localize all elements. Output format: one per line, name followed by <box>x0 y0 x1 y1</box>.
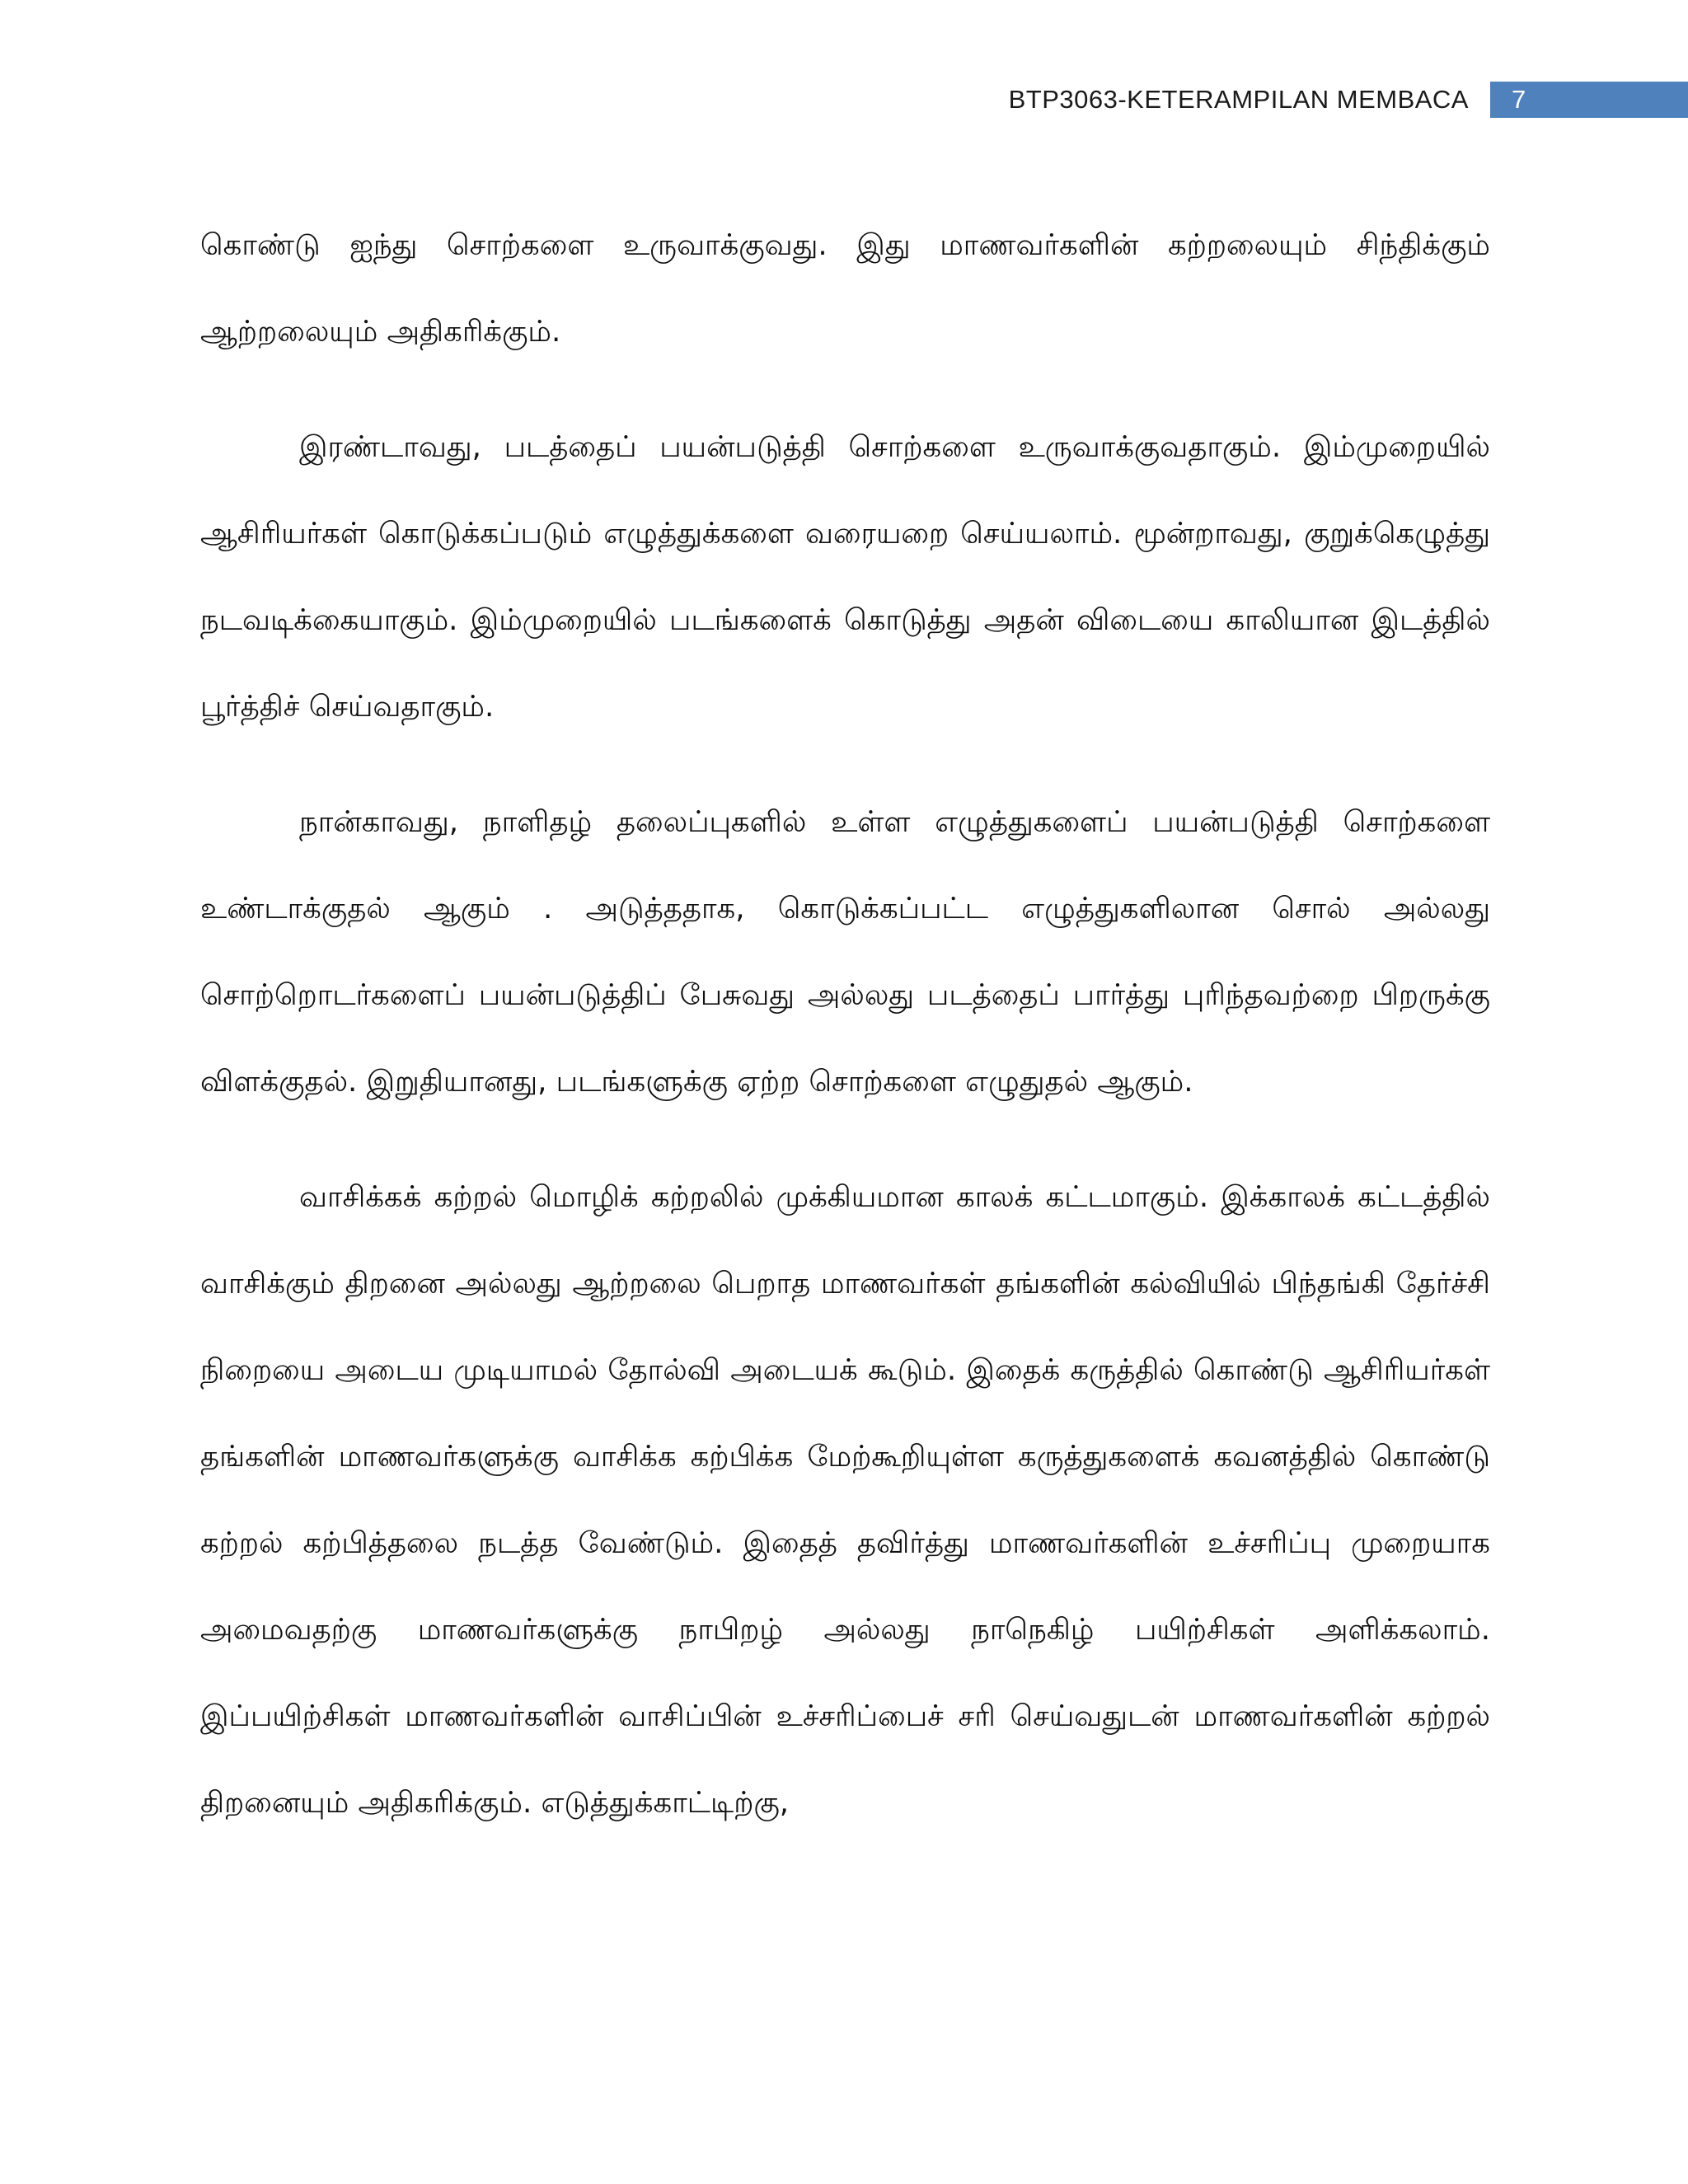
paragraph-second-method: இரண்டாவது, படத்தைப் பயன்படுத்தி சொற்களை உருவாக்குவதாகும். இம்முறையில் ஆசிரியர்கள் கொடுக்கப்படும் எழுத்துக்களை வரையறை செய்யலாம். மூன்றாவது, குறுக்கெழுத்து நடவடிக்கையாகும். இம்முறையில் படங்களைக் கொடுத்து அதன் விடையை காலியான இடத்தில் பூர்த்திச் செய்வதாகும். <box>200 430 1490 724</box>
page-number-box <box>1490 82 1688 118</box>
body-text <box>200 202 1490 1846</box>
paragraph-continuation: கொண்டு ஐந்து சொற்களை உருவாக்குவது. இது மாணவர்களின் கற்றலையும் சிந்திக்கும் ஆற்றலையும் அதிகரிக்கும். <box>200 228 1490 349</box>
running-header <box>1009 81 1688 119</box>
page-number: 7 <box>1512 85 1526 114</box>
header-title: BTP3063-KETERAMPILAN MEMBACA <box>1008 85 1469 114</box>
paragraph-fourth-method: நான்காவது, நாளிதழ் தலைப்புகளில் உள்ள எழுத்துகளைப் பயன்படுத்தி சொற்களை உண்டாக்குதல் ஆகும் . அடுத்ததாக, கொடுக்கப்பட்ட எழுத்துகளிலான சொல் அல்லது சொற்றொடர்களைப் பயன்படுத்திப் பேசுவது அல்லது படத்தைப் பார்த்து புரிந்தவற்றை பிறருக்கு விளக்குதல். இறுதியானது, படங்களுக்கு ஏற்ற சொற்களை எழுதுதல் ஆகும். <box>200 805 1490 1099</box>
paragraph-reading-importance: வாசிக்கக் கற்றல் மொழிக் கற்றலில் முக்கியமான காலக் கட்டமாகும். இக்காலக் கட்டத்தில் வாசிக்கும் திறனை அல்லது ஆற்றலை பெறாத மாணவர்கள் தங்களின் கல்வியில் பிந்தங்கி தேர்ச்சி நிறையை அடைய முடியாமல் தோல்வி அடையக் கூடும். இதைக் கருத்தில் கொண்டு ஆசிரியர்கள் தங்களின் மாணவர்களுக்கு வாசிக்க கற்பிக்க மேற்கூறியுள்ள கருத்துகளைக் கவனத்தில் கொண்டு கற்றல் கற்பித்தலை நடத்த வேண்டும். இதைத் தவிர்த்து மாணவர்களின் உச்சரிப்பு முறையாக அமைவதற்கு மாணவர்களுக்கு நாபிறழ் அல்லது நாநெகிழ் பயிற்சிகள் அளிக்கலாம். இப்பயிற்சிகள் மாணவர்களின் வாசிப்பின் உச்சரிப்பைச் சரி செய்வதுடன் மாணவர்களின் கற்றல் திறனையும் அதிகரிக்கும். எடுத்துக்காட்டிற்கு, <box>200 1180 1490 1820</box>
